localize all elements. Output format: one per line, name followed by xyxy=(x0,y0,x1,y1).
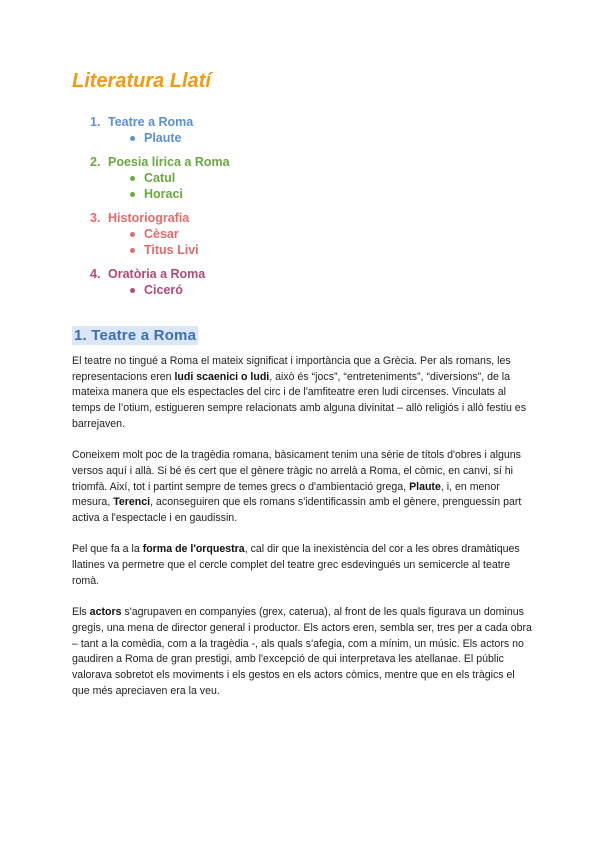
paragraph xyxy=(72,542,532,589)
bold-term: Plaute xyxy=(409,480,441,493)
toc-section-3 xyxy=(90,210,510,258)
toc-subitem[interactable] xyxy=(144,226,510,242)
toc-subitem[interactable] xyxy=(144,282,510,298)
toc-number: 2. xyxy=(90,155,101,169)
bullet-icon xyxy=(130,248,135,253)
paragraph xyxy=(72,605,532,699)
toc-label: Oratòria a Roma xyxy=(108,267,206,281)
toc-number: 1. xyxy=(90,115,101,129)
toc-subitem-label: Horaci xyxy=(144,187,183,201)
bullet-icon xyxy=(130,176,135,181)
toc-subitem[interactable] xyxy=(144,186,510,202)
text-run: , i, en menor mesura, xyxy=(72,480,500,509)
bullet-icon xyxy=(130,288,135,293)
toc-subitem-label: Titus Livi xyxy=(144,243,199,257)
section-body xyxy=(72,354,532,715)
section-heading: 1. Teatre a Roma xyxy=(74,327,197,344)
toc-subitem-label: Catul xyxy=(144,171,176,185)
toc-section-1 xyxy=(90,114,510,146)
toc-label: Poesia lírica a Roma xyxy=(108,155,230,169)
toc-number: 3. xyxy=(90,211,101,225)
toc-section-2 xyxy=(90,154,510,202)
table-of-contents xyxy=(90,114,510,306)
toc-label: Teatre a Roma xyxy=(108,115,194,129)
toc-subitem[interactable] xyxy=(144,242,510,258)
toc-sublist xyxy=(90,170,510,202)
text-run: , aconseguiren que els romans s'identificassin amb el gènere, prenguessin part activa a l'espectacle i en gaudissin. xyxy=(72,496,522,525)
text-run: Coneixem molt poc de la tragèdia romana, bàsicament tenim una sèrie de títols d'obres i alguns versos aquí i allà. Si bé és cert que el gènere tràgic no arrelà a Roma, el còmic, en canvi, sí hi triomfà. Així, tot i partint sempre de temes grecs o d'ambientació grega, xyxy=(72,449,521,493)
text-run: Pel que fa a la xyxy=(72,543,143,556)
toc-sublist xyxy=(90,226,510,258)
toc-sublist xyxy=(90,282,510,298)
bold-term: forma de l'orquestra xyxy=(142,543,245,556)
text-run: Els xyxy=(72,606,90,619)
toc-number: 4. xyxy=(90,267,101,281)
toc-section-4 xyxy=(90,266,510,298)
toc-subitem-label: Cèsar xyxy=(144,227,179,241)
toc-subitem[interactable] xyxy=(144,170,510,186)
toc-sublist xyxy=(90,130,510,146)
bold-term: ludi scaenici o ludi xyxy=(174,370,270,383)
bullet-icon xyxy=(130,232,135,237)
text-run: , això és “jocs”, “entreteniments”, “diversions”, de la mateixa manera que els espectacles del circ i de l'amfiteatre eren ludi circenses. Vinculats al temps de l’otium, estigueren sempre relacionats amb alguna divinitat – allò religiós i allò festiu es barrejaven. xyxy=(72,370,527,430)
text-run: , cal dir que la inexistència del cor a les obres dramàtiques llatines va permetre que el cercle complet del teatre grec esdevingués un semicercle al teatre romà. xyxy=(72,543,520,587)
bullet-icon xyxy=(130,136,135,141)
text-run: s'agrupaven en companyies (grex, caterua), al front de les quals figurava un dominus gregis, una mena de director general i productor. Els actors eren, sembla ser, tres per a cada obra – tant a la comèdia, com a la tragèdia -, als quals s'afegia, com a mínim, un músic. Els actors no gaudiren a Roma de gran prestigi, amb l'excepció de qui interpretava les atellanae. El públic valorava sobretot els moviments i els gestos en els actors còmics, mentre que en els tràgics el que més apreciaven era la veu. xyxy=(72,606,532,697)
bold-term: actors xyxy=(89,606,122,619)
toc-subitem-label: Plaute xyxy=(144,131,182,145)
toc-item[interactable] xyxy=(90,266,510,282)
paragraph xyxy=(72,448,532,527)
bullet-icon xyxy=(130,192,135,197)
document-title: Literatura Llatí xyxy=(72,70,211,92)
toc-subitem-label: Ciceró xyxy=(144,283,183,297)
bold-term: Terenci xyxy=(113,496,151,509)
toc-item[interactable] xyxy=(90,154,510,170)
toc-item[interactable] xyxy=(90,114,510,130)
toc-label: Historiografia xyxy=(108,211,190,225)
toc-item[interactable] xyxy=(90,210,510,226)
toc-subitem[interactable] xyxy=(144,130,510,146)
paragraph xyxy=(72,354,532,433)
text-run: El teatre no tingué a Roma el mateix significat i importància que a Grècia. Per als romans, les representacions eren xyxy=(72,355,511,383)
